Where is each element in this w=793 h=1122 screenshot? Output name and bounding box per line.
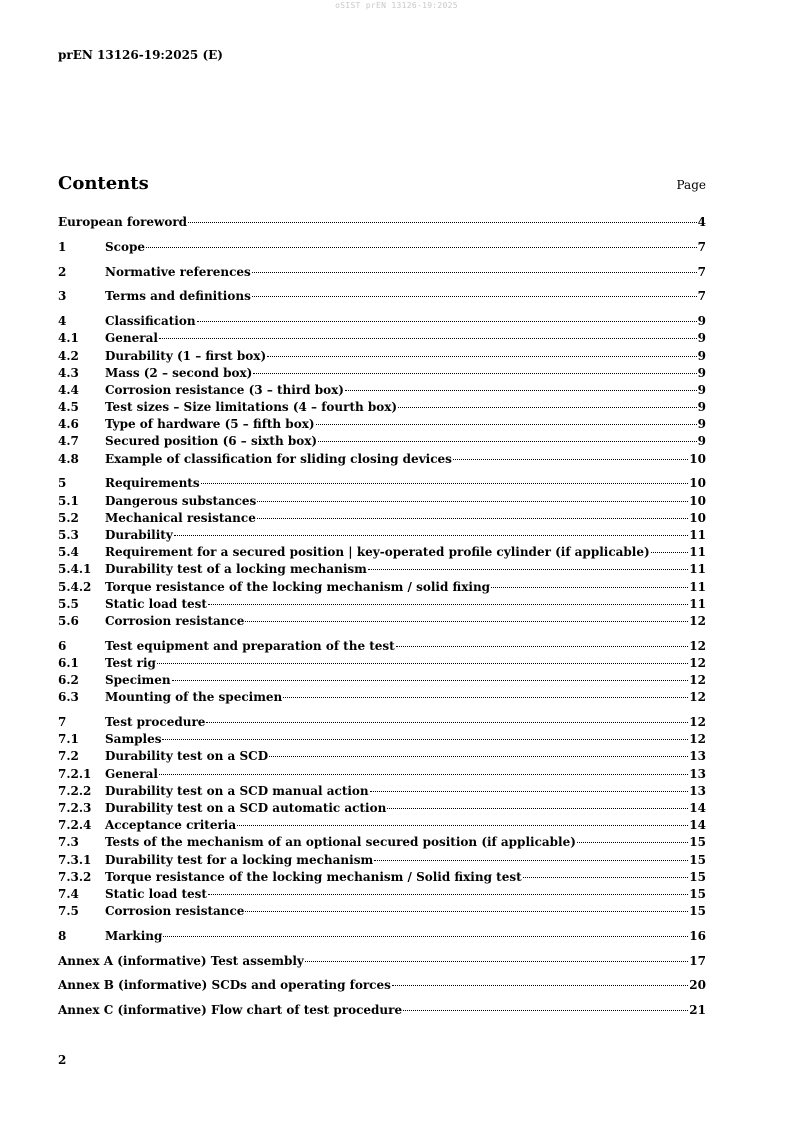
toc-entry-title: Test rig: [105, 655, 156, 670]
toc-dot-leader: [208, 894, 688, 895]
toc-entry-title: Type of hardware (5 – fifth box): [105, 417, 315, 432]
toc-entry-title: Corrosion resistance (3 – third box): [105, 382, 344, 397]
toc-entry[interactable]: [58, 475, 706, 492]
toc-entry-page: 12: [689, 673, 706, 688]
toc-dot-leader: [374, 860, 688, 861]
toc-entry[interactable]: [58, 953, 706, 970]
toc-entry-number: 4.4: [58, 382, 79, 397]
toc-dot-leader: [316, 424, 697, 425]
toc-entry-page: 9: [697, 417, 706, 432]
toc-entry-number: 5: [58, 476, 67, 491]
toc-entry-page: 11: [689, 596, 706, 611]
toc-dot-leader: [172, 680, 689, 681]
toc-dot-leader: [201, 483, 689, 484]
toc-entry[interactable]: [58, 493, 706, 510]
toc-entry-page: 20: [689, 978, 706, 993]
toc-entry-title: Acceptance criteria: [105, 818, 237, 833]
toc-entry-number: 4: [58, 314, 67, 329]
toc-entry[interactable]: [58, 510, 706, 527]
toc-dot-leader: [305, 961, 688, 962]
toc-entry-title: Durability test for a locking mechanism: [105, 852, 374, 867]
toc-entry[interactable]: [58, 638, 706, 655]
toc-entry-title: Test procedure: [105, 715, 206, 730]
toc-entry-title: Requirements: [105, 476, 200, 491]
toc-entry-title: Durability test on a SCD manual action: [105, 783, 369, 798]
toc-dot-leader: [245, 911, 688, 912]
table-of-contents: [58, 214, 706, 1019]
toc-entry-title: Terms and definitions: [105, 289, 251, 304]
toc-dot-leader: [403, 1010, 688, 1011]
toc-entry-page: 7: [697, 264, 706, 279]
toc-entry-page: 12: [689, 715, 706, 730]
toc-entry[interactable]: [58, 561, 706, 578]
toc-entry-title: Marking: [105, 928, 163, 943]
toc-entry[interactable]: [58, 544, 706, 561]
toc-dot-leader: [157, 663, 688, 664]
toc-entry-number: 7.2: [58, 749, 79, 764]
toc-entry-page: 4: [697, 215, 706, 229]
toc-entry[interactable]: [58, 672, 706, 689]
toc-entry-page: 11: [689, 527, 706, 542]
toc-entry[interactable]: [58, 433, 706, 450]
toc-entry-number: 3: [58, 289, 67, 304]
toc-entry-number: 4.6: [58, 417, 79, 432]
toc-dot-leader: [345, 390, 697, 391]
toc-dot-leader: [197, 321, 697, 322]
toc-entry-number: 7.2.4: [58, 818, 92, 833]
toc-entry-number: 4.3: [58, 365, 79, 380]
toc-entry-number: 7.2.1: [58, 766, 92, 781]
toc-entry-page: 10: [689, 493, 706, 508]
toc-entry-page: 10: [689, 510, 706, 525]
document-id: prEN 13126-19:2025 (E): [58, 48, 223, 62]
toc-entry-title: Durability test of a locking mechanism: [105, 562, 367, 577]
page-title: Contents: [58, 173, 149, 194]
toc-dot-leader: [163, 936, 688, 937]
toc-entry[interactable]: [58, 214, 706, 231]
toc-entry-number: 6.3: [58, 690, 79, 705]
toc-dot-leader: [159, 774, 688, 775]
toc-entry[interactable]: [58, 451, 706, 468]
toc-entry-title: Annex B (informative) SCDs and operating forces: [58, 978, 391, 993]
toc-entry[interactable]: [58, 903, 706, 920]
toc-dot-leader: [523, 877, 689, 878]
toc-entry-title: General: [105, 766, 158, 781]
toc-dot-leader: [269, 756, 688, 757]
toc-entry-number: 7.4: [58, 886, 79, 901]
toc-entry-number: 4.1: [58, 331, 79, 346]
toc-entry[interactable]: [58, 365, 706, 382]
toc-entry-number: 6.1: [58, 655, 79, 670]
toc-dot-leader: [651, 552, 689, 553]
toc-dot-leader: [392, 985, 688, 986]
toc-entry[interactable]: [58, 313, 706, 330]
toc-entry[interactable]: [58, 330, 706, 347]
toc-dot-leader: [267, 356, 697, 357]
toc-entry-page: 9: [697, 348, 706, 363]
toc-dot-leader: [252, 272, 697, 273]
toc-entry-number: 7.3: [58, 835, 79, 850]
toc-entry-number: 7.3.1: [58, 852, 92, 867]
toc-entry[interactable]: [58, 264, 706, 281]
toc-entry-page: 15: [689, 869, 706, 884]
toc-entry-page: 9: [697, 434, 706, 449]
toc-entry-title: Dangerous substances: [105, 493, 257, 508]
toc-entry[interactable]: [58, 731, 706, 748]
toc-entry-number: 6.2: [58, 673, 79, 688]
toc-entry-title: Static load test: [105, 886, 207, 901]
toc-entry-page: 11: [689, 579, 706, 594]
toc-entry-number: 5.5: [58, 596, 79, 611]
toc-entry-title: Durability test on a SCD automatic action: [105, 800, 387, 815]
toc-entry-title: Static load test: [105, 596, 207, 611]
toc-entry-title: Mass (2 – second box): [105, 365, 253, 380]
toc-entry[interactable]: [58, 239, 706, 256]
toc-entry-page: 9: [697, 365, 706, 380]
toc-entry-page: 17: [689, 953, 706, 968]
toc-dot-leader: [283, 697, 688, 698]
toc-entry-title: Mechanical resistance: [105, 510, 256, 525]
toc-dot-leader: [257, 518, 688, 519]
toc-dot-leader: [257, 501, 688, 502]
toc-entry[interactable]: [58, 596, 706, 613]
toc-dot-leader: [318, 441, 697, 442]
toc-entry-title: Durability test on a SCD: [105, 749, 269, 764]
toc-entry-number: 6: [58, 638, 67, 653]
toc-entry-title: Torque resistance of the locking mechanism / solid fixing: [105, 579, 491, 594]
toc-entry-page: 14: [689, 818, 706, 833]
toc-dot-leader: [577, 842, 688, 843]
toc-entry-title: Durability: [105, 527, 173, 542]
toc-entry-title: Test equipment and preparation of the test: [105, 638, 395, 653]
toc-entry-page: 14: [689, 800, 706, 815]
toc-entry[interactable]: [58, 928, 706, 945]
toc-entry-page: 12: [689, 690, 706, 705]
toc-entry-page: 9: [697, 400, 706, 415]
page-column-label: Page: [676, 178, 706, 192]
toc-entry-page: 11: [689, 562, 706, 577]
toc-entry-page: 15: [689, 886, 706, 901]
toc-entry-title: Example of classification for sliding closing devices: [105, 451, 452, 466]
toc-entry-page: 10: [689, 476, 706, 491]
toc-entry-number: 7: [58, 715, 67, 730]
toc-entry-page: 9: [697, 382, 706, 397]
toc-entry-title: Corrosion resistance: [105, 904, 245, 919]
toc-entry-title: Corrosion resistance: [105, 613, 245, 628]
toc-dot-leader: [146, 247, 697, 248]
toc-entry-number: 4.8: [58, 451, 79, 466]
toc-entry[interactable]: [58, 886, 706, 903]
toc-entry-number: 2: [58, 264, 67, 279]
toc-entry-number: 7.2.2: [58, 783, 92, 798]
toc-entry-number: 5.1: [58, 493, 79, 508]
toc-entry-page: 9: [697, 331, 706, 346]
toc-entry[interactable]: [58, 382, 706, 399]
toc-entry-page: 12: [689, 655, 706, 670]
toc-entry-page: 15: [689, 835, 706, 850]
toc-entry[interactable]: [58, 817, 706, 834]
toc-dot-leader: [159, 338, 697, 339]
toc-entry-title: Torque resistance of the locking mechanism / Solid fixing test: [105, 869, 522, 884]
toc-entry-number: 4.7: [58, 434, 79, 449]
toc-entry[interactable]: [58, 579, 706, 596]
toc-entry-number: 5.4: [58, 545, 79, 560]
toc-entry-number: 8: [58, 928, 67, 943]
toc-entry-page: 13: [689, 783, 706, 798]
toc-dot-leader: [162, 739, 688, 740]
toc-entry-number: 4.5: [58, 400, 79, 415]
toc-entry[interactable]: [58, 689, 706, 706]
toc-entry-number: 5.4.2: [58, 579, 92, 594]
toc-entry-number: 1: [58, 239, 67, 254]
toc-dot-leader: [370, 791, 689, 792]
toc-entry-title: Samples: [105, 732, 162, 747]
toc-entry-page: 11: [689, 545, 706, 560]
toc-dot-leader: [453, 459, 688, 460]
toc-entry-number: 7.3.2: [58, 869, 92, 884]
toc-entry[interactable]: [58, 977, 706, 994]
toc-entry[interactable]: [58, 655, 706, 672]
toc-entry-page: 9: [697, 314, 706, 329]
toc-entry-page: 13: [689, 749, 706, 764]
toc-entry[interactable]: [58, 869, 706, 886]
toc-dot-leader: [206, 722, 688, 723]
toc-entry[interactable]: [58, 288, 706, 305]
toc-dot-leader: [387, 808, 688, 809]
toc-entry-number: 7.5: [58, 904, 79, 919]
toc-dot-leader: [368, 569, 688, 570]
toc-entry[interactable]: [58, 348, 706, 365]
toc-entry-title: Requirement for a secured position | key-operated profile cylinder (if applicable): [105, 545, 650, 560]
toc-entry[interactable]: [58, 1002, 706, 1019]
toc-entry-number: 7.1: [58, 732, 79, 747]
toc-entry-page: 15: [689, 904, 706, 919]
toc-dot-leader: [174, 535, 688, 536]
toc-entry[interactable]: [58, 527, 706, 544]
toc-dot-leader: [208, 604, 688, 605]
toc-entry-title: Annex A (informative) Test assembly: [58, 953, 304, 968]
toc-entry-title: Specimen: [105, 673, 171, 688]
toc-entry-title: Durability (1 – first box): [105, 348, 267, 363]
page-number: 2: [58, 1053, 67, 1067]
toc-entry-title: Classification: [105, 314, 196, 329]
toc-entry-title: Scope: [105, 239, 146, 254]
toc-entry-number: 5.2: [58, 510, 79, 525]
toc-entry[interactable]: [58, 748, 706, 765]
toc-entry-page: 15: [689, 852, 706, 867]
toc-entry[interactable]: [58, 766, 706, 783]
toc-entry-title: Secured position (6 – sixth box): [105, 434, 318, 449]
toc-entry[interactable]: [58, 613, 706, 630]
toc-entry[interactable]: [58, 714, 706, 731]
toc-entry-title: Test sizes – Size limitations (4 – fourth box): [105, 400, 398, 415]
toc-entry-page: 12: [689, 638, 706, 653]
toc-entry-page: 21: [689, 1003, 706, 1018]
toc-entry[interactable]: [58, 416, 706, 433]
watermark: oSIST prEN 13126-19:2025: [335, 1, 458, 10]
toc-entry-number: 4.2: [58, 348, 79, 363]
toc-entry-title: Mounting of the specimen: [105, 690, 283, 705]
toc-dot-leader: [188, 222, 697, 223]
toc-dot-leader: [253, 373, 696, 374]
toc-entry-page: 12: [689, 613, 706, 628]
toc-entry-title: European foreword: [58, 215, 188, 229]
toc-entry-page: 16: [689, 928, 706, 943]
toc-entry-title: Annex C (informative) Flow chart of test procedure: [58, 1003, 403, 1018]
toc-entry-page: 7: [697, 239, 706, 254]
toc-dot-leader: [245, 621, 688, 622]
toc-dot-leader: [237, 825, 688, 826]
toc-entry-page: 12: [689, 732, 706, 747]
toc-entry-number: 5.4.1: [58, 562, 92, 577]
toc-entry[interactable]: [58, 399, 706, 416]
toc-entry-title: General: [105, 331, 158, 346]
toc-entry-number: 7.2.3: [58, 800, 92, 815]
toc-entry-number: 5.3: [58, 527, 79, 542]
toc-entry-title: Normative references: [105, 264, 251, 279]
toc-entry-number: 5.6: [58, 613, 79, 628]
toc-dot-leader: [398, 407, 697, 408]
toc-entry[interactable]: [58, 783, 706, 800]
toc-dot-leader: [252, 296, 697, 297]
toc-entry[interactable]: [58, 800, 706, 817]
toc-entry[interactable]: [58, 834, 706, 851]
toc-entry[interactable]: [58, 852, 706, 869]
toc-dot-leader: [491, 587, 688, 588]
toc-entry-title: Tests of the mechanism of an optional secured position (if applicable): [105, 835, 576, 850]
toc-entry-page: 10: [689, 451, 706, 466]
toc-entry-page: 13: [689, 766, 706, 781]
toc-entry-page: 7: [697, 289, 706, 304]
toc-dot-leader: [396, 646, 689, 647]
